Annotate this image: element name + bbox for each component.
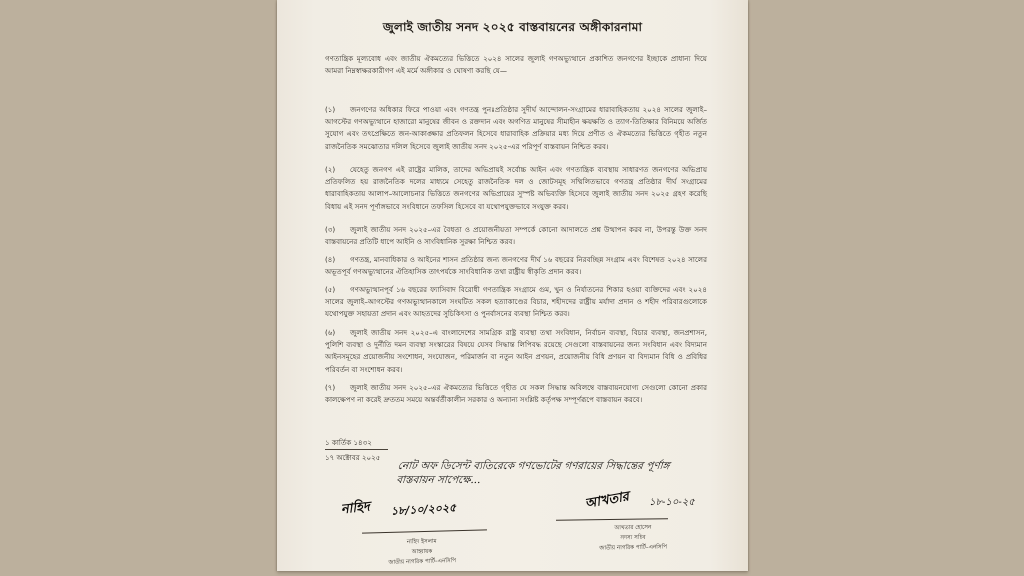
- signature-date: ১৮-১০-২৫: [649, 497, 695, 508]
- date-divider: [325, 449, 388, 450]
- signatory-designation: আহ্বায়ক: [411, 548, 433, 556]
- document-title: জুলাই জাতীয় সনদ ২০২৫ বাস্তবায়নের অঙ্গীকারনামা: [382, 20, 643, 34]
- signature-date: ১৮/১০/২০২৫: [390, 501, 457, 518]
- signatory-designation: সদস্য সচিব: [620, 534, 646, 542]
- clause-3: [325, 224, 707, 248]
- signature-scribble: নাহিদ: [340, 499, 371, 518]
- clause-1: [325, 104, 707, 153]
- clause-number: (৭): [325, 383, 336, 392]
- clause-4: [325, 254, 707, 278]
- clause-text: জুলাই জাতীয় সনদ ২০২৫–এর ঐকমত্যের ভিত্তিতে গৃহীত যে সকল সিদ্ধান্ত অবিলম্বে বাস্তবায়নযোগ্য সেগুলো কোনো প্রকার কালক্ষেপণ না করেই দ্রুততম সময়ে অন্তর্বর্তীকালীন সরকার ও অন্যান্য সংশ্লিষ্ট কর্তৃপক্ষ সম্পূর্ণরূপে বাস্তবায়ন করবে।: [325, 383, 707, 405]
- clause-text: জুলাই জাতীয় সনদ ২০২৫–এর বৈধতা ও প্রয়োজনীয়তা সম্পর্কে কোনো আদালতে প্রশ্ন উত্থাপন করব না, উপরন্তু উক্ত সনদ বাস্তবায়নের প্রতিটি ধাপে আইনি ও সাংবিধানিক সুরক্ষা নিশ্চিত করব।: [325, 225, 707, 247]
- signature-left: [339, 499, 459, 521]
- clause-number: (৩): [325, 225, 336, 234]
- date-bengali: ১ কার্তিক ১৪৩২: [325, 438, 372, 447]
- handwritten-note: নোট অফ ডিসেন্ট ব্যতিরেকে গণভোটের গণরায়ের সিদ্ধান্তের পূর্ণাঙ্গ বাস্তবায়ন সাপেক্ষে...: [395, 460, 671, 486]
- date-gregorian: ১৭ অক্টোবর ২০২৫: [325, 453, 381, 462]
- signature-right: [557, 491, 717, 515]
- clause-number: (১): [325, 105, 336, 114]
- signature-line-left: [362, 529, 487, 533]
- clause-5: [325, 284, 707, 321]
- clause-2: [325, 164, 707, 213]
- clause-text: গণতন্ত্র, মানবাধিকার ও আইনের শাসন প্রতিষ্ঠার জন্য জনগণের দীর্ঘ ১৬ বছরের নিরবচ্ছিন্ন সংগ্রাম এবং বিশেষত ২০২৪ সালের অভূতপূর্ব গণঅভ্যুত্থানের ঐতিহাসিক তাৎপর্যকে সাংবিধানিক তথা রাষ্ট্রীয় স্বীকৃতি প্রদান করব।: [325, 255, 707, 277]
- clause-number: (২): [325, 165, 336, 174]
- intro-paragraph: গণতান্ত্রিক মূল্যবোধ এবং জাতীয় ঐকমত্যের ভিত্তিতে ২০২৪ সালের জুলাই গণঅভ্যুত্থানে প্রকাশিত জনগণের ইচ্ছাকে প্রাধান্য দিয়ে আমরা নিম্নস্বাক্ষরকারীগণ এই মর্মে অঙ্গীকার ও ঘোষণা করছি যে—: [325, 54, 707, 76]
- clause-text: যেহেতু জনগণ এই রাষ্ট্রের মালিক, তাদের অভিপ্রায়ই সর্বোচ্চ আইন এবং গণতান্ত্রিক ব্যবস্থায় সাধারণত জনগণের অভিপ্রায় প্রতিফলিত হয় রাজনৈতিক দলের মাধ্যমে সেহেতু রাজনৈতিক দল ও জোটসমূহ সম্মিলিতভাবে গণতন্ত্র প্রতিষ্ঠার দীর্ঘ সংগ্রামের ধারাবাহিকতায় আলাপ–আলোচনার ভিত্তিতে জনগণের অভিপ্রায়ের সুস্পষ্ট অভিব্যক্তি হিসেবে জুলাই জাতীয় সনদ ২০২৫ গ্রহণ করেছি বিধায় এই সনদ পূর্ণাঙ্গভাবে সংবিধানে তফসিল হিসেবে বা যথোপযুক্তভাবে সংযুক্ত করব।: [325, 165, 707, 211]
- signatory-right-caption: [563, 522, 704, 554]
- clause-text: জুলাই জাতীয় সনদ ২০২৫–এ বাংলাদেশের সামগ্রিক রাষ্ট্র ব্যবস্থা তথা সংবিধান, নির্বাচন ব্যবস্থা, বিচার ব্যবস্থা, জনপ্রশাসন, পুলিশি ব্যবস্থা ও দুর্নীতি দমন ব্যবস্থা সংস্কারের বিষয়ে যেসব সিদ্ধান্ত লিপিবদ্ধ রয়েছে সেগুলো বাস্তবায়নের জন্য সংবিধান এবং বিদ্যমান আইনসমূহের প্রয়োজনীয় সংশোধন, সংযোজন, পরিমার্জন বা নতুন আইন প্রণয়ন, প্রয়োজনীয় বিধি প্রণয়ন বা বিদ্যমান বিধি ও প্রবিধির পরিবর্তন বা সংশোধন করব।: [325, 328, 707, 374]
- signatory-left-caption: [362, 535, 483, 568]
- clause-text: জনগণের অধিকার ফিরে পাওয়া এবং গণতন্ত্র পুনঃপ্রতিষ্ঠার সুদীর্ঘ আন্দোলন-সংগ্রামের ধারাবাহিকতায় ২০২৪ সালের জুলাই–আগস্টের গণঅভ্যুত্থানে হাজারো মানুষের জীবন ও রক্তদান এবং অগণিত মানুষের সীমাহীন ক্ষয়ক্ষতি ও ত্যাগ-তিতিক্ষার বিনিময়ে অর্জিত সুযোগ এবং তৎপ্রেক্ষিতে জন-আকাঙ্ক্ষার প্রতিফলন হিসেবে ধারাবাহিক প্রক্রিয়ার মধ্য দিয়ে প্রণীত ও ঐকমত্যের ভিত্তিতে গৃহীত নতুন রাজনৈতিক সমঝোতার দলিল হিসেবে জুলাই জাতীয় সনদ ২০২৫-এর পরিপূর্ণ বাস্তবায়ন নিশ্চিত করব।: [325, 105, 707, 151]
- clause-6: [325, 327, 707, 376]
- clause-number: (৫): [325, 285, 336, 294]
- signature-line-right: [556, 518, 668, 521]
- clause-number: (৬): [325, 328, 336, 337]
- signature-scribble: আখতার: [583, 489, 631, 512]
- document-page: [277, 0, 748, 571]
- date-block: [325, 437, 388, 463]
- signatory-party: জাতীয় নাগরিক পার্টি–এনসিপি: [388, 558, 457, 566]
- signatory-name: নাহিদ ইসলাম: [406, 538, 437, 546]
- clause-7: [325, 382, 707, 406]
- clause-text: গণঅভ্যুত্থানপূর্ব ১৬ বছরের ফ্যাসিবাদ বিরোধী গণতান্ত্রিক সংগ্রামে গুম, খুন ও নির্যাতনের শিকার হওয়া ব্যক্তিদের এবং ২০২৪ সালের জুলাই–আগস্টের গণঅভ্যুত্থানকালে সংঘটিত সকল হত্যাকাণ্ডের বিচার, শহীদদের রাষ্ট্রীয় মর্যাদা প্রদান ও শহীদ পরিবারগুলোকে যথোপযুক্ত সহায়তা প্রদান এবং আহতদের সুচিকিৎসা ও পুনর্বাসনের ব্যবস্থা নিশ্চিত করব।: [325, 285, 707, 319]
- signatory-party: জাতীয় নাগরিক পার্টি–এনসিপি: [599, 544, 668, 552]
- signatory-name: আখতার হোসেন: [614, 524, 652, 532]
- clause-number: (৪): [325, 255, 336, 264]
